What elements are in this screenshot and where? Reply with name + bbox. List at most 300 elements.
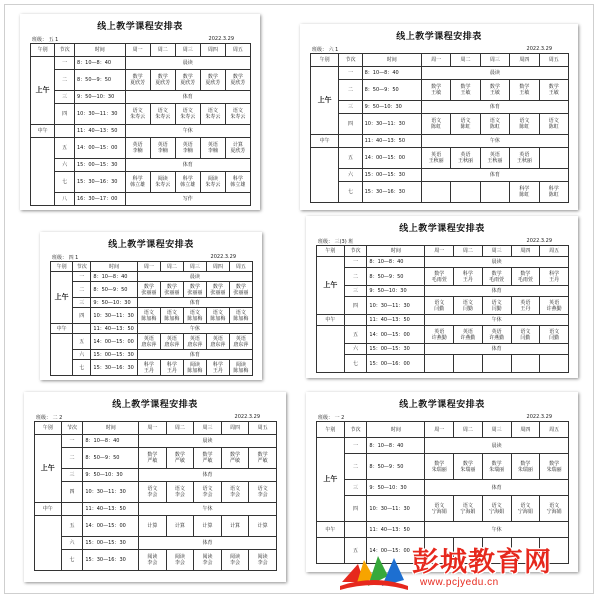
table-row (31, 172, 251, 193)
lesson-cell: 英语 唐东萍 (160, 334, 183, 350)
period-cell-noon: 中午 (51, 324, 73, 334)
merged-activity-cell: 写作 (125, 193, 250, 206)
time-cell: 8：50—9：50 (367, 454, 425, 480)
time-cell: 14：00—15：00 (367, 538, 425, 564)
time-cell: 9：50—10：30 (367, 286, 425, 297)
time-cell: 11：40—13：50 (362, 135, 421, 148)
lesson-cell: 语文 闫勤 (482, 297, 511, 315)
lesson-cell (482, 355, 511, 373)
time-cell: 11：40—13：50 (74, 125, 125, 138)
time-cell: 15：30—16：30 (83, 550, 139, 571)
header-cell: 节次 (339, 54, 362, 67)
merged-activity-cell: 体育 (137, 350, 252, 360)
class-label: 班级： 一 2 (318, 415, 345, 421)
lesson-cell: 数学 严敏 (139, 448, 167, 469)
lesson-cell: 数学 张丽丽 (183, 282, 206, 298)
lesson-cell: 语文 朱寿云 (200, 104, 225, 125)
section-cell: 五 (344, 326, 367, 344)
section-cell (73, 324, 91, 334)
merged-activity-cell: 体育 (425, 344, 569, 355)
lesson-cell: 阅读 李会 (249, 550, 277, 571)
header-cell: 午别 (311, 54, 339, 67)
day-header: 周一 (125, 44, 150, 57)
lesson-cell (454, 355, 483, 373)
lesson-cell: 科学 韩立雄 (225, 172, 250, 193)
section-cell: 三 (55, 91, 75, 104)
time-cell: 9：50—10：30 (83, 469, 139, 482)
sheet-title: 线上教学课程安排表 (97, 22, 183, 32)
header-cell: 时间 (367, 246, 425, 257)
lesson-cell: 语文 陈虹 (539, 114, 568, 135)
lesson-cell: 数学 张丽丽 (137, 282, 160, 298)
sheet-date: 2022.3.29 (210, 254, 236, 260)
merged-activity-cell: 晨读 (137, 272, 252, 282)
table-row (311, 169, 569, 182)
section-cell: 六 (55, 159, 75, 172)
time-cell: 9：50—10：30 (362, 101, 421, 114)
sheet-date: 2022.3.29 (526, 46, 552, 52)
lesson-cell (539, 148, 568, 169)
lesson-cell (540, 355, 569, 373)
day-header: 周四 (206, 262, 229, 272)
merged-activity-cell: 体育 (421, 169, 568, 182)
time-cell: 15：30—16：30 (91, 360, 137, 376)
time-cell: 8：10—8：40 (367, 438, 425, 454)
day-header: 周一 (137, 262, 160, 272)
section-cell: 二 (55, 70, 75, 91)
time-cell: 15：00—15：30 (91, 350, 137, 360)
period-cell-noon: 中午 (311, 135, 339, 148)
schedule-sheet-5 (24, 392, 286, 582)
section-cell (344, 315, 367, 326)
section-cell: 一 (61, 435, 83, 448)
table-row (311, 67, 569, 80)
schedule-sheet-4 (306, 216, 578, 378)
header-cell: 节次 (73, 262, 91, 272)
schedule-table (30, 43, 251, 206)
table-row (35, 448, 277, 469)
lesson-cell: 英语 王丹 (511, 297, 540, 315)
lesson-cell: 语文 闫勤 (511, 326, 540, 344)
sheet-date: 2022.3.29 (526, 414, 552, 420)
merged-activity-cell: 午休 (421, 135, 568, 148)
lesson-cell: 数学 朱瑞丽 (425, 454, 454, 480)
period-cell-noon: 中午 (31, 125, 55, 138)
period-cell-noon: 中午 (317, 315, 345, 326)
table-row (31, 159, 251, 172)
section-cell: 一 (344, 438, 367, 454)
lesson-cell: 数学 朱瑞丽 (511, 454, 540, 480)
merged-activity-cell: 体育 (125, 91, 250, 104)
day-header: 周三 (194, 422, 222, 435)
table-row (31, 125, 251, 138)
day-header: 周三 (175, 44, 200, 57)
lesson-cell: 计算 (249, 516, 277, 537)
schedule-sheet-3 (40, 232, 262, 380)
merged-activity-cell: 午休 (139, 503, 277, 516)
sheet-title: 线上教学课程安排表 (399, 224, 485, 234)
section-cell: 四 (61, 482, 83, 503)
table-row (51, 360, 253, 376)
schedule-table (34, 421, 277, 571)
table-row (317, 326, 569, 344)
merged-activity-cell: 体育 (139, 469, 277, 482)
merged-activity-cell: 晨读 (421, 67, 568, 80)
lesson-cell: 英语 王秋丽 (421, 148, 450, 169)
sheet-title: 线上教学课程安排表 (399, 400, 485, 410)
lesson-cell: 计算 (139, 516, 167, 537)
header-cell: 午别 (51, 262, 73, 272)
merged-activity-cell: 体育 (425, 286, 569, 297)
lesson-cell: 数学 严敏 (249, 448, 277, 469)
table-row (311, 101, 569, 114)
section-cell: 三 (344, 480, 367, 496)
merged-activity-cell: 体育 (139, 537, 277, 550)
header-cell: 节次 (344, 422, 367, 438)
lesson-cell: 科学 陈虹 (539, 182, 568, 203)
table-row (317, 286, 569, 297)
table-row (317, 438, 569, 454)
lesson-cell: 英语 许燕勤 (540, 297, 569, 315)
header-row (311, 54, 569, 67)
lesson-cell: 英语 王秋丽 (510, 148, 539, 169)
lesson-cell: 语文 宁海娟 (482, 496, 511, 522)
section-cell: 二 (344, 268, 367, 286)
book-logo-icon (338, 538, 410, 590)
header-cell: 时间 (83, 422, 139, 435)
period-cell-pm (317, 326, 345, 373)
day-header: 周五 (229, 262, 252, 272)
lesson-cell: 数学 毛雨萱 (425, 268, 454, 286)
time-cell: 8：10—8：40 (367, 257, 425, 268)
table-row (317, 522, 569, 538)
lesson-cell: 数学 夏欣芳 (125, 70, 150, 91)
time-cell: 8：50—9：50 (91, 282, 137, 298)
lesson-cell: 计算 (194, 516, 222, 537)
table-row (51, 308, 253, 324)
table-row (35, 550, 277, 571)
section-cell: 六 (61, 537, 83, 550)
time-cell: 14：00—15：00 (367, 326, 425, 344)
lesson-cell: 英语 李楠 (175, 138, 200, 159)
table-row (317, 268, 569, 286)
lesson-cell: 数学 严敏 (221, 448, 249, 469)
lesson-cell: 英语 唐东萍 (206, 334, 229, 350)
table-row (31, 57, 251, 70)
time-cell: 9：50—10：30 (367, 480, 425, 496)
table-row (51, 282, 253, 298)
table-row (317, 297, 569, 315)
merged-activity-cell: 体育 (125, 159, 250, 172)
lesson-cell: 数学 毛雨萱 (511, 268, 540, 286)
section-cell (339, 135, 362, 148)
section-cell: 二 (73, 282, 91, 298)
class-label: 班级： 四 1 (52, 255, 79, 261)
sheet-title: 线上教学课程安排表 (396, 32, 482, 42)
section-cell: 一 (339, 67, 362, 80)
lesson-cell: 科学 陈虹 (510, 182, 539, 203)
lesson-cell: 数学 王敏 (451, 80, 480, 101)
lesson-cell: 语文 陈虹 (421, 114, 450, 135)
day-header: 周二 (454, 422, 483, 438)
schedule-sheet-2 (300, 24, 578, 210)
time-cell: 8：10—8：40 (362, 67, 421, 80)
lesson-cell: 科学 王丹 (540, 268, 569, 286)
lesson-cell: 语文 陈虹 (510, 114, 539, 135)
time-cell: 15：30—16：30 (362, 182, 421, 203)
time-cell: 15：00—15：30 (367, 344, 425, 355)
class-label: 班级： 三(3) 班 (318, 239, 354, 245)
period-cell-am: 上午 (51, 272, 73, 324)
section-cell: 五 (55, 138, 75, 159)
time-cell: 8：50—9：50 (367, 268, 425, 286)
lesson-cell: 语文 朱寿云 (125, 104, 150, 125)
sheet-title: 线上教学课程安排表 (112, 400, 198, 410)
period-cell-am: 上午 (31, 57, 55, 125)
lesson-cell: 科学 王丹 (137, 360, 160, 376)
lesson-cell (511, 355, 540, 373)
day-header: 周四 (221, 422, 249, 435)
period-cell-pm (31, 138, 55, 206)
period-cell-am: 上午 (317, 257, 345, 315)
time-cell: 15：00—16：00 (367, 355, 425, 373)
schedule-sheet-1 (20, 14, 260, 210)
sheet-date: 2022.3.29 (526, 238, 552, 244)
section-cell: 五 (344, 538, 367, 564)
time-cell: 15：00—15：30 (362, 169, 421, 182)
class-label: 班级： 二 2 (36, 415, 63, 421)
sheet-date: 2022.3.29 (208, 36, 234, 42)
lesson-cell: 数学 夏欣芳 (175, 70, 200, 91)
lesson-cell: 英语 李楠 (200, 138, 225, 159)
table-row (31, 104, 251, 125)
lesson-cell: 语文 陈加梅 (206, 308, 229, 324)
lesson-cell: 阅读 陈加梅 (229, 360, 252, 376)
lesson-cell: 英语 唐东萍 (229, 334, 252, 350)
table-row (51, 272, 253, 282)
class-label: 班级： 五 1 (32, 37, 59, 43)
merged-activity-cell: 晨读 (425, 438, 569, 454)
sheet-date: 2022.3.29 (234, 414, 260, 420)
table-row (51, 324, 253, 334)
section-cell: 七 (344, 355, 367, 373)
table-row (51, 298, 253, 308)
watermark-url: www.pcjyedu.cn (420, 577, 499, 588)
section-cell: 四 (339, 114, 362, 135)
table-row (35, 469, 277, 482)
section-cell: 五 (61, 516, 83, 537)
header-row (317, 422, 569, 438)
lesson-cell: 数学 朱瑞丽 (454, 454, 483, 480)
lesson-cell: 数学 朱瑞丽 (540, 454, 569, 480)
section-cell: 二 (344, 454, 367, 480)
lesson-cell: 语文 陈加梅 (137, 308, 160, 324)
lesson-cell: 英语 许燕勤 (454, 326, 483, 344)
lesson-cell: 阅读 朱寿云 (200, 172, 225, 193)
lesson-cell: 语文 宁海娟 (511, 496, 540, 522)
merged-activity-cell: 体育 (425, 480, 569, 496)
table-row (35, 537, 277, 550)
section-cell: 三 (73, 298, 91, 308)
day-header: 周五 (225, 44, 250, 57)
table-row (317, 496, 569, 522)
lesson-cell: 阅读 李会 (194, 550, 222, 571)
lesson-cell (451, 182, 480, 203)
time-cell: 9：50—10：30 (74, 91, 125, 104)
time-cell: 10：30—11：30 (367, 496, 425, 522)
day-header: 周四 (200, 44, 225, 57)
table-row (317, 480, 569, 496)
time-cell: 15：00—15：30 (74, 159, 125, 172)
lesson-cell: 数学 朱瑞丽 (482, 454, 511, 480)
day-header: 周二 (454, 246, 483, 257)
sheet-title: 线上教学课程安排表 (108, 240, 194, 250)
header-cell: 午别 (31, 44, 55, 57)
lesson-cell: 语文 闫勤 (540, 326, 569, 344)
schedule-table (310, 53, 569, 203)
time-cell: 8：50—9：50 (74, 70, 125, 91)
section-cell (61, 503, 83, 516)
section-cell: 七 (61, 550, 83, 571)
lesson-cell: 数学 王敏 (421, 80, 450, 101)
header-cell: 时间 (91, 262, 137, 272)
table-row (317, 355, 569, 373)
section-cell: 二 (61, 448, 83, 469)
time-cell: 8：50—9：50 (83, 448, 139, 469)
lesson-cell: 语文 陈加梅 (183, 308, 206, 324)
lesson-cell: 语文 陈加梅 (160, 308, 183, 324)
section-cell: 七 (339, 182, 362, 203)
time-cell: 9：50—10：30 (91, 298, 137, 308)
period-cell-am: 上午 (35, 435, 62, 503)
lesson-cell: 英语 王秋丽 (451, 148, 480, 169)
table-row (31, 193, 251, 206)
merged-activity-cell: 晨读 (139, 435, 277, 448)
merged-activity-cell: 晨读 (425, 257, 569, 268)
table-row (31, 70, 251, 91)
day-header: 周五 (249, 422, 277, 435)
merged-activity-cell: 午休 (137, 324, 252, 334)
lesson-cell: 数学 张丽丽 (229, 282, 252, 298)
merged-activity-cell: 午休 (425, 522, 569, 538)
day-header: 周三 (183, 262, 206, 272)
day-header: 周四 (510, 54, 539, 67)
table-row (317, 315, 569, 326)
header-cell: 节次 (55, 44, 75, 57)
section-cell (344, 522, 367, 538)
lesson-cell: 科学 王丹 (160, 360, 183, 376)
lesson-cell: 科学 王丹 (454, 268, 483, 286)
table-row (51, 334, 253, 350)
time-cell: 11：40—13：50 (91, 324, 137, 334)
lesson-cell: 英语 唐东萍 (137, 334, 160, 350)
day-header: 周四 (511, 422, 540, 438)
section-cell: 三 (344, 286, 367, 297)
lesson-cell (480, 182, 509, 203)
period-cell-pm (311, 148, 339, 203)
lesson-cell: 语文 陈虹 (451, 114, 480, 135)
section-cell: 三 (61, 469, 83, 482)
lesson-cell: 语文 李会 (139, 482, 167, 503)
merged-activity-cell: 晨读 (125, 57, 250, 70)
time-cell: 10：30—11：30 (74, 104, 125, 125)
lesson-cell: 科学 韩立雄 (175, 172, 200, 193)
table-row (317, 454, 569, 480)
day-header: 周五 (540, 246, 569, 257)
time-cell: 8：10—8：40 (83, 435, 139, 448)
section-cell: 二 (339, 80, 362, 101)
period-cell-am: 上午 (311, 67, 339, 135)
table-row (311, 80, 569, 101)
lesson-cell (421, 182, 450, 203)
time-cell: 10：30—11：30 (91, 308, 137, 324)
day-header: 周二 (451, 54, 480, 67)
table-row (31, 138, 251, 159)
lesson-cell: 计算 (221, 516, 249, 537)
section-cell: 七 (55, 172, 75, 193)
lesson-cell: 语文 李会 (221, 482, 249, 503)
period-cell-noon: 中午 (317, 522, 345, 538)
header-cell: 午别 (35, 422, 62, 435)
section-cell: 四 (344, 297, 367, 315)
lesson-cell: 语文 宁海娟 (454, 496, 483, 522)
table-row (317, 344, 569, 355)
lesson-cell: 语文 宁海娟 (540, 496, 569, 522)
section-cell: 八 (55, 193, 75, 206)
table-row (317, 257, 569, 268)
schedule-table (316, 245, 569, 373)
table-row (311, 148, 569, 169)
lesson-cell: 英语 许燕勤 (425, 326, 454, 344)
day-header: 周五 (539, 54, 568, 67)
time-cell: 15：00—15：30 (83, 537, 139, 550)
time-cell: 11：40—13：50 (83, 503, 139, 516)
lesson-cell: 数学 夏欣芳 (225, 70, 250, 91)
lesson-cell: 英语 王秋丽 (480, 148, 509, 169)
section-cell: 六 (339, 169, 362, 182)
header-cell: 时间 (74, 44, 125, 57)
merged-activity-cell: 午休 (425, 315, 569, 326)
day-header: 周三 (482, 246, 511, 257)
header-cell: 午别 (317, 422, 345, 438)
lesson-cell: 语文 闫勤 (425, 297, 454, 315)
table-row (31, 91, 251, 104)
table-row (35, 482, 277, 503)
section-cell: 一 (344, 257, 367, 268)
period-cell-pm (51, 334, 73, 376)
lesson-cell: 数学 张丽丽 (160, 282, 183, 298)
table-row (35, 435, 277, 448)
lesson-cell: 计算 夏欣芳 (225, 138, 250, 159)
time-cell: 14：00—15：00 (91, 334, 137, 350)
merged-activity-cell: 体育 (421, 101, 568, 114)
lesson-cell: 数学 王敏 (510, 80, 539, 101)
day-header: 周五 (540, 422, 569, 438)
lesson-cell: 语文 李会 (249, 482, 277, 503)
day-header: 周二 (160, 262, 183, 272)
header-row (35, 422, 277, 435)
time-cell: 15：30—16：30 (74, 172, 125, 193)
header-cell: 时间 (367, 422, 425, 438)
section-cell: 七 (73, 360, 91, 376)
day-header: 周四 (511, 246, 540, 257)
lesson-cell: 数学 严敏 (166, 448, 194, 469)
lesson-cell (425, 355, 454, 373)
time-cell: 8：50—9：50 (362, 80, 421, 101)
header-cell: 午别 (317, 246, 345, 257)
lesson-cell: 数学 王敏 (480, 80, 509, 101)
lesson-cell: 语文 陈加梅 (229, 308, 252, 324)
